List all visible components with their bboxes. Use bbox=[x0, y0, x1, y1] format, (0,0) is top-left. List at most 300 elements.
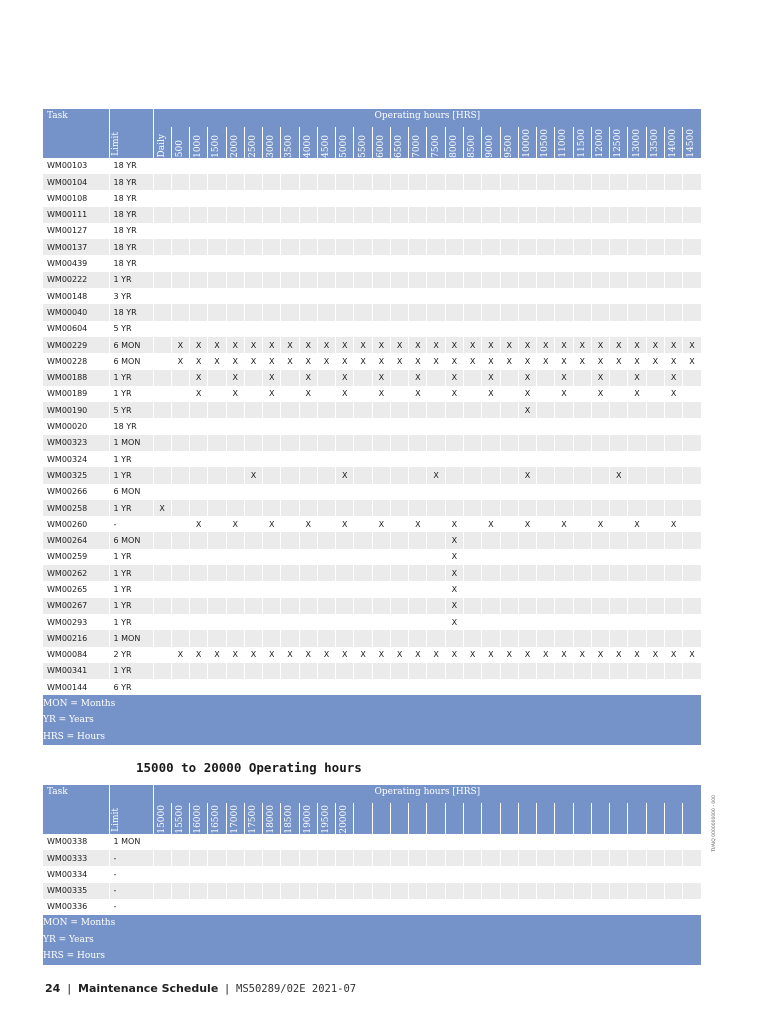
schedule-cell bbox=[281, 679, 299, 695]
hours-column-label: 15500 bbox=[174, 805, 185, 834]
schedule-cell bbox=[591, 223, 609, 239]
schedule-cell bbox=[190, 435, 208, 451]
table-row bbox=[43, 581, 701, 597]
schedule-cell bbox=[171, 866, 189, 882]
schedule-cell bbox=[555, 255, 573, 271]
schedule-cell bbox=[518, 834, 536, 850]
schedule-cell bbox=[537, 418, 555, 434]
schedule-cell bbox=[244, 190, 262, 206]
schedule-cell bbox=[409, 565, 427, 581]
schedule-cell bbox=[683, 532, 701, 548]
schedule-cell bbox=[263, 598, 281, 614]
schedule-cell bbox=[409, 484, 427, 500]
task-id: WM00335 bbox=[43, 883, 109, 899]
schedule-cell bbox=[171, 239, 189, 255]
schedule-cell bbox=[664, 158, 682, 174]
schedule-cell bbox=[354, 255, 372, 271]
task-limit: 1 MON bbox=[109, 630, 153, 646]
hours-column-label: 20000 bbox=[339, 805, 350, 834]
task-id: WM00229 bbox=[43, 337, 109, 353]
schedule-cell bbox=[646, 190, 664, 206]
schedule-cell bbox=[372, 304, 390, 320]
schedule-mark: X bbox=[482, 386, 500, 402]
schedule-cell bbox=[317, 516, 335, 532]
schedule-cell bbox=[171, 174, 189, 190]
schedule-cell bbox=[208, 190, 226, 206]
schedule-mark: X bbox=[354, 353, 372, 369]
schedule-mark: X bbox=[500, 337, 518, 353]
schedule-mark: X bbox=[226, 370, 244, 386]
schedule-mark: X bbox=[610, 647, 628, 663]
hours-column-header bbox=[390, 127, 408, 158]
schedule-cell bbox=[518, 598, 536, 614]
schedule-cell bbox=[354, 598, 372, 614]
schedule-cell bbox=[664, 834, 682, 850]
schedule-cell bbox=[628, 614, 646, 630]
table-row bbox=[43, 386, 701, 402]
schedule-mark: X bbox=[336, 516, 354, 532]
schedule-cell bbox=[208, 255, 226, 271]
schedule-cell bbox=[573, 549, 591, 565]
hours-column-header bbox=[482, 127, 500, 158]
schedule-cell bbox=[427, 630, 445, 646]
task-id: WM00258 bbox=[43, 500, 109, 516]
schedule-cell bbox=[518, 581, 536, 597]
task-limit: 1 YR bbox=[109, 549, 153, 565]
schedule-mark: X bbox=[646, 647, 664, 663]
schedule-cell bbox=[445, 630, 463, 646]
table-row bbox=[43, 239, 701, 255]
schedule-cell bbox=[555, 467, 573, 483]
schedule-cell bbox=[281, 174, 299, 190]
schedule-cell bbox=[190, 207, 208, 223]
schedule-cell bbox=[427, 850, 445, 866]
schedule-cell bbox=[153, 174, 171, 190]
empty-column-header bbox=[500, 803, 518, 834]
schedule-cell bbox=[208, 850, 226, 866]
schedule-cell bbox=[591, 158, 609, 174]
schedule-cell bbox=[263, 272, 281, 288]
hours-column-label: 17500 bbox=[247, 805, 258, 834]
schedule-cell bbox=[317, 500, 335, 516]
section-title: 15000 to 20000 Operating hours bbox=[136, 760, 362, 775]
schedule-cell bbox=[518, 272, 536, 288]
hours-column-label: 6000 bbox=[375, 134, 386, 158]
limit-header-text: Limit bbox=[110, 131, 121, 156]
schedule-cell bbox=[591, 174, 609, 190]
schedule-cell bbox=[409, 435, 427, 451]
schedule-cell bbox=[683, 223, 701, 239]
hours-column-header bbox=[336, 127, 354, 158]
hours-column-label: 12500 bbox=[613, 129, 624, 158]
schedule-cell bbox=[226, 190, 244, 206]
schedule-mark: X bbox=[664, 353, 682, 369]
document-side-code: TI/AIQ 0000000000 - 000 bbox=[712, 795, 717, 852]
task-limit: - bbox=[109, 516, 153, 532]
schedule-cell bbox=[591, 598, 609, 614]
schedule-cell bbox=[336, 581, 354, 597]
hours-column-header bbox=[427, 127, 445, 158]
schedule-mark: X bbox=[226, 386, 244, 402]
hours-column-label: 16500 bbox=[211, 805, 222, 834]
schedule-cell bbox=[591, 467, 609, 483]
schedule-cell bbox=[591, 500, 609, 516]
legend-text: YR = Years bbox=[43, 712, 701, 729]
schedule-cell bbox=[445, 850, 463, 866]
schedule-cell bbox=[664, 565, 682, 581]
schedule-cell bbox=[354, 581, 372, 597]
schedule-cell bbox=[464, 402, 482, 418]
schedule-cell bbox=[537, 402, 555, 418]
operating-hours-header: Operating hours [HRS] bbox=[153, 785, 701, 803]
schedule-cell bbox=[500, 663, 518, 679]
schedule-mark: X bbox=[244, 353, 262, 369]
schedule-cell bbox=[336, 834, 354, 850]
schedule-cell bbox=[664, 614, 682, 630]
schedule-cell bbox=[518, 614, 536, 630]
schedule-cell bbox=[372, 630, 390, 646]
hours-column-header bbox=[299, 127, 317, 158]
schedule-cell bbox=[518, 565, 536, 581]
schedule-cell bbox=[372, 834, 390, 850]
schedule-mark: X bbox=[591, 353, 609, 369]
schedule-cell bbox=[628, 272, 646, 288]
schedule-cell bbox=[610, 158, 628, 174]
schedule-cell bbox=[263, 834, 281, 850]
schedule-cell bbox=[281, 549, 299, 565]
schedule-cell bbox=[390, 532, 408, 548]
schedule-mark: X bbox=[628, 386, 646, 402]
schedule-cell bbox=[464, 272, 482, 288]
schedule-cell bbox=[482, 158, 500, 174]
schedule-mark: X bbox=[518, 467, 536, 483]
schedule-cell bbox=[427, 899, 445, 915]
maintenance-table-15000-20000 bbox=[43, 785, 702, 965]
schedule-cell bbox=[683, 663, 701, 679]
schedule-mark: X bbox=[628, 370, 646, 386]
schedule-cell bbox=[500, 679, 518, 695]
empty-column-header bbox=[518, 803, 536, 834]
schedule-cell bbox=[171, 663, 189, 679]
hours-column-label: 9000 bbox=[485, 134, 496, 158]
schedule-cell bbox=[573, 630, 591, 646]
schedule-cell bbox=[555, 866, 573, 882]
schedule-cell bbox=[299, 451, 317, 467]
schedule-cell bbox=[226, 435, 244, 451]
table-subheader-row bbox=[43, 127, 701, 158]
schedule-cell bbox=[445, 207, 463, 223]
schedule-cell bbox=[664, 174, 682, 190]
schedule-mark: X bbox=[664, 647, 682, 663]
schedule-cell bbox=[208, 174, 226, 190]
schedule-mark: X bbox=[518, 516, 536, 532]
schedule-cell bbox=[208, 581, 226, 597]
schedule-mark: X bbox=[317, 353, 335, 369]
hours-column-header bbox=[628, 127, 646, 158]
schedule-cell bbox=[208, 516, 226, 532]
schedule-cell bbox=[573, 467, 591, 483]
schedule-cell bbox=[683, 549, 701, 565]
schedule-cell bbox=[573, 435, 591, 451]
schedule-cell bbox=[281, 663, 299, 679]
schedule-cell bbox=[317, 467, 335, 483]
schedule-mark: X bbox=[336, 386, 354, 402]
schedule-mark: X bbox=[445, 337, 463, 353]
task-limit: 5 YR bbox=[109, 321, 153, 337]
schedule-cell bbox=[427, 435, 445, 451]
operating-hours-header: Operating hours [HRS] bbox=[153, 109, 701, 127]
schedule-cell bbox=[482, 435, 500, 451]
schedule-cell bbox=[427, 321, 445, 337]
task-column-header: Task bbox=[43, 785, 109, 834]
schedule-cell bbox=[317, 565, 335, 581]
schedule-cell bbox=[518, 532, 536, 548]
table-row bbox=[43, 899, 701, 915]
table-row bbox=[43, 850, 701, 866]
schedule-cell bbox=[555, 288, 573, 304]
footer-separator: | bbox=[225, 982, 230, 995]
table-row bbox=[43, 451, 701, 467]
schedule-cell bbox=[610, 386, 628, 402]
schedule-cell bbox=[628, 239, 646, 255]
hours-column-label: 11000 bbox=[558, 129, 569, 158]
schedule-cell bbox=[226, 899, 244, 915]
schedule-cell bbox=[354, 630, 372, 646]
schedule-cell bbox=[573, 402, 591, 418]
empty-column-header bbox=[445, 803, 463, 834]
schedule-mark: X bbox=[409, 386, 427, 402]
schedule-cell bbox=[208, 223, 226, 239]
schedule-mark: X bbox=[299, 386, 317, 402]
schedule-cell bbox=[208, 304, 226, 320]
schedule-cell bbox=[372, 883, 390, 899]
schedule-cell bbox=[244, 532, 262, 548]
schedule-cell bbox=[336, 451, 354, 467]
schedule-mark: X bbox=[208, 337, 226, 353]
schedule-cell bbox=[208, 158, 226, 174]
schedule-cell bbox=[573, 614, 591, 630]
schedule-cell bbox=[646, 255, 664, 271]
schedule-cell bbox=[664, 321, 682, 337]
schedule-cell bbox=[537, 614, 555, 630]
schedule-mark: X bbox=[445, 353, 463, 369]
schedule-cell bbox=[500, 565, 518, 581]
schedule-cell bbox=[664, 272, 682, 288]
schedule-cell bbox=[464, 386, 482, 402]
schedule-cell bbox=[281, 467, 299, 483]
schedule-cell bbox=[610, 630, 628, 646]
schedule-cell bbox=[427, 549, 445, 565]
schedule-mark: X bbox=[591, 647, 609, 663]
schedule-cell bbox=[664, 549, 682, 565]
schedule-cell bbox=[281, 850, 299, 866]
schedule-cell bbox=[244, 663, 262, 679]
schedule-mark: X bbox=[244, 647, 262, 663]
schedule-cell bbox=[409, 158, 427, 174]
hours-column-label: 5500 bbox=[357, 134, 368, 158]
task-id: WM00334 bbox=[43, 866, 109, 882]
schedule-cell bbox=[427, 663, 445, 679]
schedule-cell bbox=[500, 321, 518, 337]
schedule-cell bbox=[208, 386, 226, 402]
schedule-cell bbox=[299, 207, 317, 223]
schedule-cell bbox=[208, 549, 226, 565]
legend-row bbox=[43, 728, 701, 745]
schedule-cell bbox=[263, 207, 281, 223]
schedule-cell bbox=[482, 190, 500, 206]
task-id: WM00020 bbox=[43, 418, 109, 434]
schedule-cell bbox=[664, 418, 682, 434]
schedule-cell bbox=[555, 565, 573, 581]
schedule-cell bbox=[244, 386, 262, 402]
hours-column-header bbox=[610, 127, 628, 158]
schedule-cell bbox=[464, 207, 482, 223]
schedule-cell bbox=[445, 679, 463, 695]
table-row bbox=[43, 614, 701, 630]
task-limit: - bbox=[109, 850, 153, 866]
schedule-cell bbox=[427, 866, 445, 882]
task-id: WM00188 bbox=[43, 370, 109, 386]
schedule-cell bbox=[628, 158, 646, 174]
schedule-cell bbox=[263, 663, 281, 679]
schedule-cell bbox=[263, 484, 281, 500]
hours-column-label: 7500 bbox=[430, 134, 441, 158]
schedule-cell bbox=[244, 581, 262, 597]
schedule-cell bbox=[610, 174, 628, 190]
schedule-cell bbox=[226, 418, 244, 434]
hours-column-header bbox=[281, 803, 299, 834]
schedule-cell bbox=[281, 223, 299, 239]
schedule-cell bbox=[482, 614, 500, 630]
schedule-cell bbox=[500, 532, 518, 548]
schedule-cell bbox=[171, 899, 189, 915]
schedule-cell bbox=[555, 190, 573, 206]
schedule-cell bbox=[610, 532, 628, 548]
schedule-cell bbox=[555, 614, 573, 630]
table-row bbox=[43, 630, 701, 646]
task-id: WM00127 bbox=[43, 223, 109, 239]
schedule-cell bbox=[317, 883, 335, 899]
schedule-cell bbox=[281, 321, 299, 337]
schedule-cell bbox=[628, 899, 646, 915]
schedule-cell bbox=[445, 467, 463, 483]
schedule-cell bbox=[409, 598, 427, 614]
schedule-cell bbox=[409, 255, 427, 271]
hours-column-header bbox=[555, 127, 573, 158]
schedule-cell bbox=[317, 899, 335, 915]
table-row bbox=[43, 679, 701, 695]
table-subheader-row bbox=[43, 803, 701, 834]
empty-column-header bbox=[610, 803, 628, 834]
table-row bbox=[43, 174, 701, 190]
schedule-cell bbox=[390, 435, 408, 451]
schedule-cell bbox=[683, 850, 701, 866]
schedule-mark: X bbox=[336, 467, 354, 483]
hours-column-label: 18500 bbox=[284, 805, 295, 834]
schedule-cell bbox=[336, 288, 354, 304]
schedule-cell bbox=[299, 866, 317, 882]
schedule-mark: X bbox=[354, 647, 372, 663]
schedule-mark: X bbox=[226, 516, 244, 532]
task-id: WM00262 bbox=[43, 565, 109, 581]
schedule-mark: X bbox=[226, 337, 244, 353]
task-limit: 1 YR bbox=[109, 451, 153, 467]
schedule-cell bbox=[208, 614, 226, 630]
task-id: WM00216 bbox=[43, 630, 109, 646]
schedule-cell bbox=[171, 304, 189, 320]
schedule-cell bbox=[281, 386, 299, 402]
schedule-cell bbox=[226, 321, 244, 337]
schedule-cell bbox=[171, 402, 189, 418]
schedule-cell bbox=[537, 630, 555, 646]
schedule-cell bbox=[628, 467, 646, 483]
hours-column-label: 17000 bbox=[229, 805, 240, 834]
table-row bbox=[43, 223, 701, 239]
schedule-cell bbox=[299, 663, 317, 679]
schedule-cell bbox=[646, 370, 664, 386]
schedule-cell bbox=[555, 158, 573, 174]
schedule-cell bbox=[190, 223, 208, 239]
hours-column-header bbox=[372, 127, 390, 158]
schedule-mark: X bbox=[573, 647, 591, 663]
table-row bbox=[43, 598, 701, 614]
schedule-cell bbox=[336, 850, 354, 866]
schedule-cell bbox=[518, 663, 536, 679]
schedule-mark: X bbox=[683, 337, 701, 353]
footer-title: Maintenance Schedule bbox=[78, 982, 219, 995]
hours-column-label: 7000 bbox=[412, 134, 423, 158]
schedule-cell bbox=[610, 834, 628, 850]
schedule-cell bbox=[190, 614, 208, 630]
schedule-cell bbox=[664, 435, 682, 451]
schedule-cell bbox=[263, 614, 281, 630]
schedule-cell bbox=[336, 321, 354, 337]
schedule-cell bbox=[518, 883, 536, 899]
hours-column-label: 10500 bbox=[540, 129, 551, 158]
schedule-cell bbox=[336, 630, 354, 646]
maintenance-table-0-14500 bbox=[43, 109, 702, 745]
schedule-cell bbox=[226, 255, 244, 271]
schedule-cell bbox=[153, 899, 171, 915]
schedule-cell bbox=[591, 850, 609, 866]
hours-column-label: 1000 bbox=[193, 134, 204, 158]
schedule-cell bbox=[464, 174, 482, 190]
schedule-cell bbox=[390, 451, 408, 467]
schedule-cell bbox=[464, 850, 482, 866]
schedule-mark: X bbox=[555, 337, 573, 353]
schedule-cell bbox=[464, 321, 482, 337]
schedule-mark: X bbox=[445, 386, 463, 402]
schedule-cell bbox=[518, 321, 536, 337]
hours-column-header bbox=[683, 127, 701, 158]
schedule-mark: X bbox=[409, 337, 427, 353]
schedule-cell bbox=[555, 883, 573, 899]
hours-column-header bbox=[153, 803, 171, 834]
schedule-cell bbox=[299, 500, 317, 516]
schedule-cell bbox=[263, 549, 281, 565]
schedule-cell bbox=[409, 321, 427, 337]
schedule-cell bbox=[464, 581, 482, 597]
schedule-cell bbox=[153, 467, 171, 483]
schedule-cell bbox=[646, 679, 664, 695]
schedule-cell bbox=[336, 484, 354, 500]
schedule-cell bbox=[427, 614, 445, 630]
table-row bbox=[43, 158, 701, 174]
schedule-cell bbox=[317, 386, 335, 402]
schedule-cell bbox=[610, 207, 628, 223]
schedule-cell bbox=[628, 866, 646, 882]
schedule-cell bbox=[409, 532, 427, 548]
